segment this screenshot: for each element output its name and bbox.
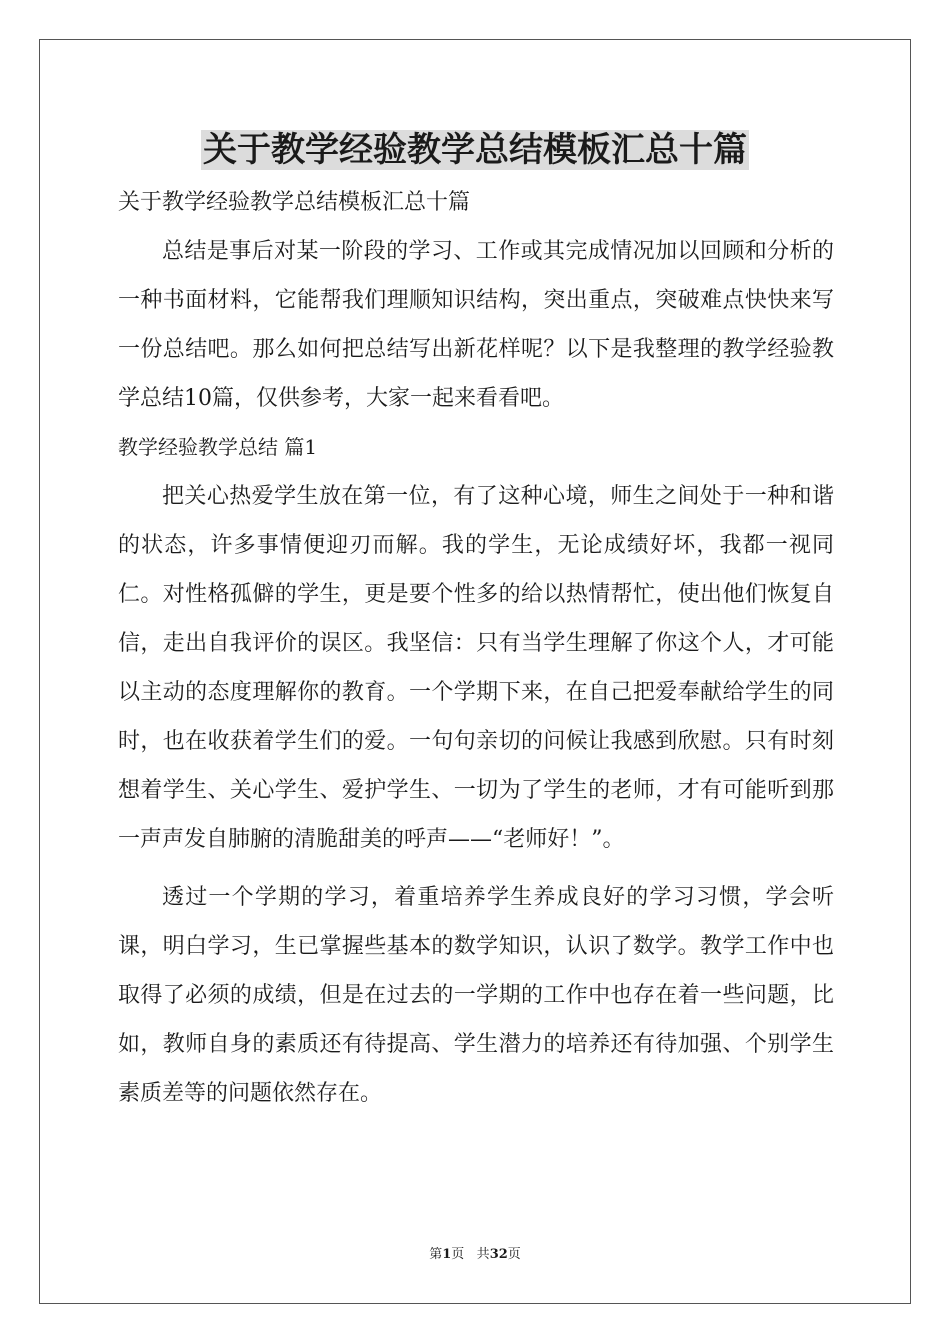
document-subtitle: 关于教学经验教学总结模板汇总十篇: [118, 190, 471, 215]
body-paragraph-1: 把关心热爱学生放在第一位，有了这种心境，师生之间处于一种和谐的状态，许多事情便迎刃而解。我的学生，无论成绩好坏，我都一视同仁。对性格孤僻的学生，更是要个性多的给以热情帮忙，使出他们恢复自信，走出自我评价的误区。我坚信：只有当学生理解了你这个人，才可能以主动的态度理解你的教育。一个学期下来，在自己把爱奉献给学生的同时，也在收获着学生们的爱。一句句亲切的问候让我感到欣慰。只有时刻想着学生、关心学生、爱护学生、一切为了学生的老师，才有可能听到那一声声发自肺腑的清脆甜美的呼声——“老师好！”。: [118, 484, 834, 852]
footer-page-prefix: 第: [429, 1247, 443, 1262]
footer-current-page: 1: [442, 1247, 452, 1262]
body-paragraph-2: 透过一个学期的学习，着重培养学生养成良好的学习习惯，学会听课，明白学习，生已掌握些基本的数学知识，认识了数学。教学工作中也取得了必须的成绩，但是在过去的一学期的工作中也存在着一些问题，比如，教师自身的素质还有待提高、学生潜力的培养还有待加强、个别学生素质差等的问题依然存在。: [118, 885, 834, 1106]
page-footer: [0, 1245, 950, 1265]
footer-total-suffix: 页: [507, 1247, 521, 1262]
document-title-text: 关于教学经验教学总结模板汇总十篇: [203, 130, 747, 170]
section-heading: 教学经验教学总结 篇1: [118, 435, 318, 459]
document-body: [118, 178, 834, 1118]
footer-total-pages: 32: [489, 1247, 508, 1262]
intro-paragraph: 总结是事后对某一阶段的学习、工作或其完成情况加以回顾和分析的一种书面材料，它能帮我们理顺知识结构，突出重点，突破难点快快来写一份总结吧。那么如何把总结写出新花样呢？以下是我整理的教学经验教学总结10篇，仅供参考，大家一起来看看吧。: [118, 239, 834, 411]
footer-total-prefix: 共: [476, 1247, 490, 1262]
paragraph-gap: [118, 864, 834, 873]
document-title: [0, 122, 950, 178]
footer-page-suffix: 页: [451, 1247, 465, 1262]
